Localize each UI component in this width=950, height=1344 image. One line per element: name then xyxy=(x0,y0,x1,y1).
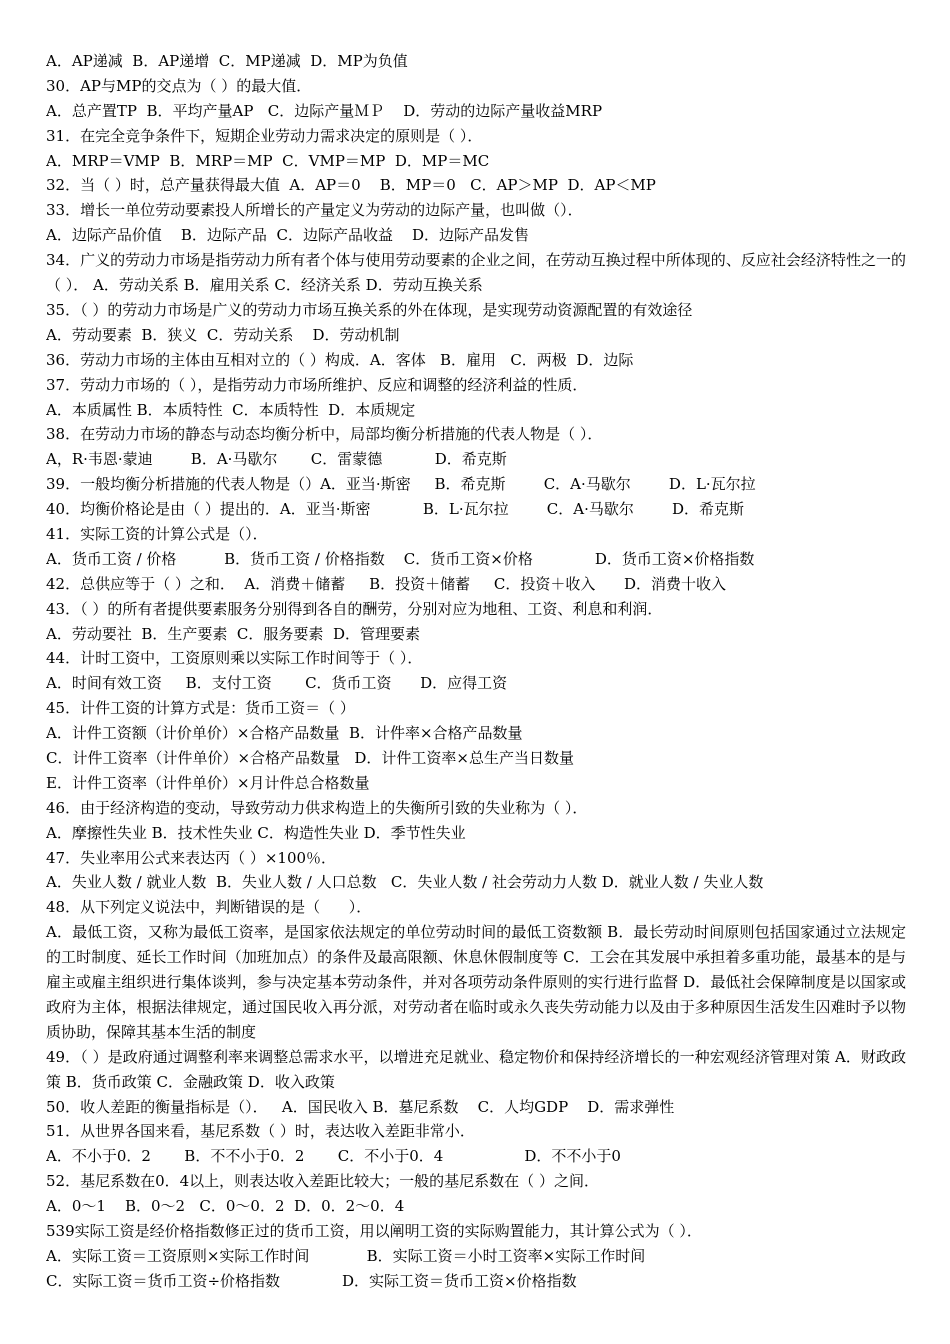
text-line: 33．增长一单位劳动要素投人所增长的产量定义为劳动的边际产量，也叫做（）． xyxy=(46,201,583,220)
text-line: 39．一般均衡分析措施的代表人物是（）A．亚当·斯密 B．希克斯 C．A·马歇尔 D．L·瓦尔拉 xyxy=(46,475,756,494)
text-paragraph: 34．广义的劳动力市场是指劳动力所有者个体与使用劳动要素的企业之间，在劳动互换过程中所体现的、反应社会经济特性之一的（ ）． A．劳动关系 B．雇用关系 C．经济关系 D．劳动互换关系 xyxy=(46,251,906,295)
text-line: A．劳动要社 B．生产要素 C．服务要素 D．管理要素 xyxy=(46,624,420,643)
text-line: 35．（ ）的劳动力市场是广义的劳动力市场互换关系的外在体现，是实现劳动资源配置的有效途径 xyxy=(46,300,693,319)
text-line: A．不小于0．2 B．不不小于0．2 C．不小于0．4 D．不不小于0 xyxy=(46,1147,621,1166)
text-line: A．0～1 B．0～2 C．0～0．2 D．0．2～0．4 xyxy=(46,1197,405,1216)
text-line: E．计件工资率（计件单价）×月计件总合格数量 xyxy=(46,773,370,792)
text-line: A．货币工资 / 价格 B．货币工资 / 价格指数 C．货币工资×价格 D．货币工资×价格指数 xyxy=(46,549,755,568)
text-line: 46．由于经济构造的变动，导致劳动力供求构造上的失衡所引致的失业称为（ ）． xyxy=(46,798,588,817)
text-line: 51．从世界各国来看，基尼系数（ ）时，表达收入差距非常小． xyxy=(46,1122,475,1141)
text-line: A．实际工资＝工资原则×实际工作时间 B．实际工资＝小时工资率×实际工作时间 xyxy=(46,1246,646,1265)
text-line: 52．基尼系数在0．4以上，则表达收入差距比较大；一般的基尼系数在（ ）之间． xyxy=(46,1172,599,1191)
text-line: 50．收人差距的衡量指标是（）． A．国民收入 B．墓尼系数 C．人均GDP D．需求弹性 xyxy=(46,1097,675,1116)
text-line: 30．AP与MP的交点为（ ）的最大值． xyxy=(46,76,312,95)
text-line: 45．计件工资的计算方式是：货币工资＝（ ） xyxy=(46,699,355,718)
text-line: 41．实际工资的计算公式是（）． xyxy=(46,524,268,543)
text-line: 31．在完全竞争条件下，短期企业劳动力需求决定的原则是（ ）． xyxy=(46,126,483,145)
text-paragraph: A．最低工资，又称为最低工资率，是国家依法规定的单位劳动时间的最低工资数额 B．最长劳动时间原则包括国家通过立法规定的工时制度、延长工作时间（加班加点）的条件及最高限额、休息休假制度等 C．工会在其发展中承担着多重功能，最基本的是与雇主或雇主组织进行集体谈判，参与决定基本劳动条件，并对各项劳动条件原则的实行进行监督 D．最低社会保障制度是以国家或政府为主体，根据法律规定，通过国民收入再分派，对劳动者在临时或永久丧失劳动能力以及由于多种原因生活发生囚难时予以物质协助，保障其基本生活的制度 xyxy=(46,923,906,1041)
text-line: A．计件工资额（计价单价）×合格产品数量 B．计件率×合格产品数量 xyxy=(46,724,523,743)
text-line: A．总产置TP B．平均产量AP C．边际产量ＭＰ D．劳动的边际产量收益MRP xyxy=(46,101,603,120)
text-line: A．边际产品价值 B．边际产品 C．边际产品收益 D．边际产品发售 xyxy=(46,226,530,245)
text-line: 36．劳动力市场的主体由互相对立的（ ）构成．A．客体 B．雇用 C．两极 D．边际 xyxy=(46,350,634,369)
text-line: 48．从下列定义说法中，判断错误的是（ ）． xyxy=(46,898,372,917)
text-line: 42．总供应等于（ ）之和． A．消费＋储蓄 B．投资＋储蓄 C．投资＋收入 D．消费十收入 xyxy=(46,574,727,593)
text-line: 43．（ ）的所有者提供要素服务分别得到各自的酬劳，分别对应为地租、工资、利息和利润． xyxy=(46,599,663,618)
text-line: A．失业人数 / 就业人数 B．失业人数 / 人口总数 C．失业人数 / 社会劳动力人数 D．就业人数 / 失业人数 xyxy=(46,873,764,892)
text-line: 37．劳动力市场的（ ），是指劳动力市场所维护、反应和调整的经济利益的性质． xyxy=(46,375,588,394)
text-line: C．计件工资率（计件单价）×合格产品数量 D．计件工资率×总生产当日数量 xyxy=(46,748,574,767)
text-line: 44．计时工资中，工资原则乘以实际工作时间等于（ ）． xyxy=(46,649,423,668)
text-line: 47．失业率用公式来表达丙（ ）×100％． xyxy=(46,848,337,867)
text-line: C．实际工资＝货币工资÷价格指数 D．实际工资＝货币工资×价格指数 xyxy=(46,1271,577,1290)
text-line: A．本质属性 B．本质特性 C．本质特性 D．本质规定 xyxy=(46,400,416,419)
text-line: A．劳动要素 B．狭义 C．劳动关系 D．劳动机制 xyxy=(46,325,400,344)
text-line: A．时间有效工资 B．支付工资 C．货币工资 D．应得工资 xyxy=(46,674,508,693)
document-body xyxy=(46,49,906,1294)
text-line: 32．当（ ）时，总产量获得最大值 A．AP＝0 B．MP＝0 C．AP＞MP D．AP＜MP xyxy=(46,176,656,195)
text-paragraph: 49．（ ）是政府通过调整利率来调整总需求水平，以增进充足就业、稳定物价和保持经济增长的一种宏观经济管理对策 A．财政政策 B．货币政策 C．金融政策 D．收入政策 xyxy=(46,1047,906,1091)
text-line: A．MRP＝VMP B．MRP＝MP C．VMP＝MP D．MP＝MC xyxy=(46,151,490,170)
text-line: 539实际工资是经价格指数修正过的货币工资，用以阐明工资的实际购置能力，其计算公式为（ ）． xyxy=(46,1222,702,1240)
text-line: A，R·韦恩·蒙迪 B．A·马歇尔 C．雷蒙德 D．希克斯 xyxy=(46,450,507,469)
text-line: 38．在劳动力市场的静态与动态均衡分析中，局部均衡分析措施的代表人物是（ ）． xyxy=(46,425,603,444)
text-line: A．AP递减 B．AP递增 C．MP递减 D．MP为负值 xyxy=(46,52,408,70)
text-line: 40．均衡价格论是由（ ）提出的．A．亚当·斯密 B．L·瓦尔拉 C．A·马歇尔 D．希克斯 xyxy=(46,500,745,519)
text-line: A．摩擦性失业 B．技术性失业 C．构造性失业 D．季节性失业 xyxy=(46,823,466,842)
